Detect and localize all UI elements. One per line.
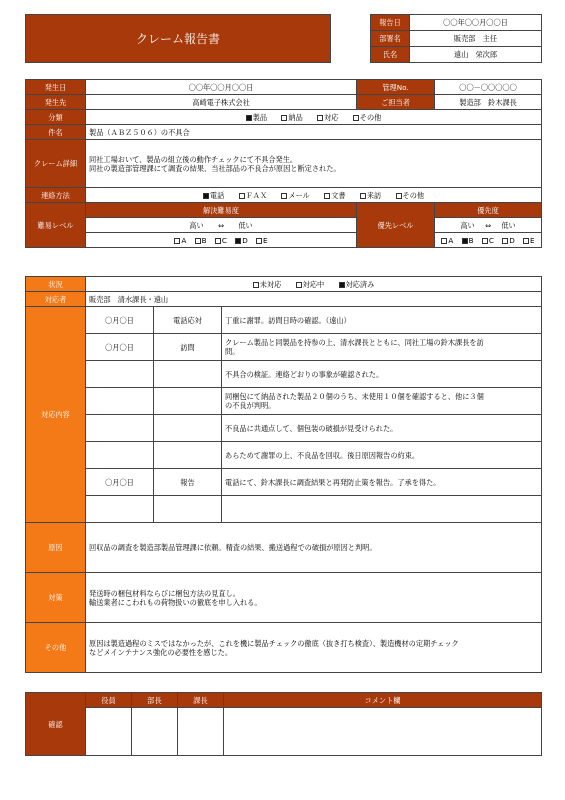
- row-type[interactable]: 訪問: [154, 334, 222, 361]
- detail-label: クレーム詳細: [26, 140, 86, 188]
- checkbox-label: その他: [402, 190, 425, 200]
- row-text-line: あらためて謝罪の上、不良品を回収。後日原因報告の約束。: [225, 450, 420, 460]
- row-type[interactable]: 電話応対: [154, 307, 222, 334]
- checkbox-label: 未対応: [259, 279, 282, 289]
- report-date-field[interactable]: 〇〇年〇〇月〇〇日: [410, 15, 542, 31]
- solve-difficulty-label: 解決難易度: [86, 203, 357, 218]
- checkbox-checked-icon: [462, 238, 468, 244]
- checkbox-label: メール: [288, 190, 310, 200]
- title-text: クレーム報告書: [135, 32, 220, 46]
- row-date[interactable]: 〇月〇日: [86, 469, 154, 496]
- other-field[interactable]: [86, 623, 542, 673]
- report-date-label: 報告日: [371, 15, 410, 31]
- priority-level-label: 優先レベル: [357, 203, 435, 248]
- category-delivery-checkbox[interactable]: [281, 113, 302, 122]
- solve-c-checkbox[interactable]: [215, 236, 227, 245]
- checkbox-label: ＦＡＸ: [245, 190, 268, 200]
- checkbox-empty-icon: [253, 282, 259, 288]
- method-checkboxes: [86, 188, 542, 203]
- row-type[interactable]: 報告: [154, 469, 222, 496]
- priority-e-checkbox[interactable]: [523, 236, 535, 245]
- dept-field[interactable]: 販売部 主任: [410, 31, 542, 47]
- cause-label: 原因: [26, 523, 86, 573]
- row-date[interactable]: [86, 361, 154, 388]
- priority-scale: [435, 218, 542, 233]
- source-field[interactable]: 高崎電子株式会社: [86, 95, 357, 110]
- checkbox-empty-icon: [296, 282, 302, 288]
- checkbox-label: 電話: [209, 190, 225, 200]
- occurred-label: 発生日: [26, 80, 86, 95]
- subject-label: 件名: [26, 125, 86, 140]
- measure-line: 輸送業者にこわれもの荷物扱いの徹底を申し入れる。: [89, 597, 262, 607]
- category-checkboxes: [86, 110, 542, 125]
- method-mail-checkbox[interactable]: [281, 191, 309, 200]
- checkbox-label: B: [468, 235, 474, 245]
- priority-a-checkbox[interactable]: [441, 236, 453, 245]
- checkbox-checked-icon: [339, 282, 345, 288]
- other-line: などメインテナンス強化の必要性を感じた。: [89, 647, 233, 657]
- checkbox-label: 対応済み: [345, 279, 375, 289]
- checkbox-label: 文書: [331, 190, 346, 200]
- checkbox-label: 来訪: [366, 190, 382, 200]
- checkbox-label: C: [221, 235, 227, 245]
- row-text-line: 同梱包にて納品された製品２０個のうち、未使用１０個を確認すると、他に３個: [225, 392, 484, 401]
- status-checkboxes: [86, 277, 542, 292]
- method-fax-checkbox[interactable]: [239, 191, 268, 200]
- comment-label: コメント欄: [224, 693, 542, 708]
- row-type[interactable]: [154, 415, 222, 442]
- mgmt-no-field[interactable]: 〇〇－〇〇〇〇〇: [435, 80, 542, 95]
- detail-line: 同社の製造部管理課にて調査の結果、当社部品の不良合が原因と断定された。: [89, 163, 341, 173]
- scale-high-text: 高い: [189, 220, 204, 230]
- checkbox-label: D: [242, 235, 248, 245]
- checkbox-label: 納品: [288, 112, 303, 122]
- contact-field[interactable]: 製造部 鈴木課長: [435, 95, 542, 110]
- scale-low-text: 低い: [501, 220, 516, 230]
- solve-scale: [86, 218, 357, 233]
- section-chief-label: 課長: [178, 693, 224, 708]
- status-done-checkbox[interactable]: [339, 280, 375, 289]
- checkbox-empty-icon: [396, 193, 402, 199]
- row-date[interactable]: [86, 496, 154, 523]
- scale-arrow-icon: ⇔: [485, 220, 492, 230]
- row-date[interactable]: [86, 415, 154, 442]
- solve-b-checkbox[interactable]: [195, 236, 207, 245]
- row-text-line: 電話にて、鈴木課長に調査結果と再発防止策を報告。了承を得た。: [225, 477, 441, 487]
- solve-d-checkbox[interactable]: [235, 236, 248, 245]
- checkbox-label: D: [509, 235, 515, 245]
- row-type[interactable]: [154, 361, 222, 388]
- checkbox-empty-icon: [523, 238, 529, 244]
- checkbox-empty-icon: [281, 193, 287, 199]
- content-label: 対応内容: [26, 307, 86, 523]
- handler-label: 対応者: [26, 292, 86, 307]
- name-field[interactable]: 遠山 栄次郎: [410, 47, 542, 63]
- priority-level-checkboxes: [435, 233, 542, 248]
- row-text[interactable]: [222, 307, 542, 334]
- category-other-checkbox[interactable]: [353, 113, 382, 122]
- other-line: 原因は製造過程のミスではなかったが、これを機に製品チェックの徹底（抜き打ち検査）、製造機材の定期チェック: [89, 638, 459, 648]
- detail-field[interactable]: [86, 140, 542, 188]
- method-visit-checkbox[interactable]: [360, 191, 381, 200]
- officer-label: 役員: [86, 693, 132, 708]
- row-text-line: 不具合の検証。連絡どおりの事象が確認された。: [225, 369, 384, 379]
- page-title: [25, 14, 331, 63]
- row-text[interactable]: [222, 388, 542, 415]
- checkbox-empty-icon: [195, 238, 201, 244]
- comment-field[interactable]: [224, 708, 542, 756]
- priority-d-checkbox[interactable]: [502, 236, 515, 245]
- checkbox-empty-icon: [324, 193, 330, 199]
- row-text[interactable]: [222, 496, 542, 523]
- method-phone-checkbox[interactable]: [203, 191, 224, 200]
- checkbox-empty-icon: [353, 115, 359, 121]
- manager-label: 部長: [132, 693, 178, 708]
- contact-label: ご担当者: [357, 95, 435, 110]
- checkbox-empty-icon: [360, 193, 366, 199]
- checkbox-label: A: [181, 235, 187, 245]
- solve-a-checkbox[interactable]: [174, 236, 186, 245]
- source-label: 発生先: [26, 95, 86, 110]
- header-info-table: [370, 14, 542, 63]
- scale-low-text: 低い: [238, 220, 253, 230]
- checkbox-empty-icon: [482, 238, 488, 244]
- row-text[interactable]: [222, 334, 542, 361]
- checkbox-label: 対応: [324, 112, 339, 122]
- section-chief-stamp-box[interactable]: [178, 708, 224, 756]
- method-other-checkbox[interactable]: [396, 191, 425, 200]
- row-text-line: 問。: [225, 347, 240, 356]
- scale-high-text: 高い: [460, 220, 475, 230]
- checkbox-empty-icon: [239, 193, 245, 199]
- subject-field[interactable]: 製品（ＡＢＺ５０６）の不具合: [86, 125, 542, 140]
- checkbox-empty-icon: [502, 238, 508, 244]
- row-date[interactable]: 〇月〇日: [86, 334, 154, 361]
- occurred-field[interactable]: 〇〇年〇〇月〇〇日: [86, 80, 357, 95]
- checkbox-label: 製品: [252, 112, 268, 122]
- measure-field[interactable]: [86, 573, 542, 623]
- detail-line: 同社工場おいて、製品の組立後の動作チェックにて不具合発生。: [89, 154, 298, 164]
- measure-label: 対策: [26, 573, 86, 623]
- manager-stamp-box[interactable]: [132, 708, 178, 756]
- other-label: その他: [26, 623, 86, 673]
- handler-field[interactable]: 販売部 清水課長・遠山: [86, 292, 542, 307]
- checkbox-empty-icon: [281, 115, 287, 121]
- scale-arrow-icon: ⇔: [217, 220, 225, 230]
- priority-b-checkbox[interactable]: [462, 236, 474, 245]
- checkbox-label: B: [201, 235, 207, 245]
- checkbox-empty-icon: [174, 238, 180, 244]
- row-text[interactable]: [222, 415, 542, 442]
- cause-field[interactable]: 回収品の調査を製造部製品管理課に依頼。精査の結果、搬送過程での破損が原因と判明。: [86, 523, 542, 573]
- checkbox-label: E: [530, 235, 535, 245]
- row-text[interactable]: [222, 361, 542, 388]
- checkbox-empty-icon: [256, 238, 262, 244]
- checkbox-checked-icon: [203, 193, 209, 199]
- status-inprogress-checkbox[interactable]: [296, 280, 325, 289]
- checkbox-label: その他: [359, 112, 382, 122]
- status-label: 状況: [26, 277, 86, 292]
- checkbox-label: C: [488, 235, 494, 245]
- row-date[interactable]: [86, 388, 154, 415]
- priority-c-checkbox[interactable]: [482, 236, 494, 245]
- row-text-line: の不良が判明。: [225, 401, 276, 410]
- dept-label: 部署名: [371, 31, 410, 47]
- checkbox-empty-icon: [215, 238, 221, 244]
- checkbox-empty-icon: [441, 238, 447, 244]
- difficulty-level-label: 難易レベル: [26, 203, 86, 248]
- checkbox-label: 対応中: [302, 279, 325, 289]
- row-type[interactable]: [154, 496, 222, 523]
- category-label: 分類: [26, 110, 86, 125]
- response-table: [25, 276, 542, 673]
- officer-stamp-box[interactable]: [86, 708, 132, 756]
- row-date[interactable]: [86, 442, 154, 469]
- row-text-line: 不良品に共通点して、個包装の破損が見受けられた。: [225, 423, 398, 433]
- priority-label: 優先度: [435, 203, 542, 218]
- checkbox-checked-icon: [246, 115, 252, 121]
- checkbox-label: A: [448, 235, 454, 245]
- row-date[interactable]: 〇月〇日: [86, 307, 154, 334]
- method-label: 連絡方法: [26, 188, 86, 203]
- solve-e-checkbox[interactable]: [256, 236, 268, 245]
- mgmt-no-label: 管理No.: [357, 80, 435, 95]
- checkbox-checked-icon: [235, 238, 241, 244]
- confirm-table: [25, 692, 542, 756]
- confirm-label: 確認: [26, 693, 86, 756]
- measure-line: 発送時の梱包材料ならびに梱包方法の見直し。: [89, 588, 240, 598]
- category-product-checkbox[interactable]: [246, 113, 267, 122]
- row-text[interactable]: [222, 469, 542, 496]
- checkbox-label: E: [263, 235, 268, 245]
- row-text-line: クレーム製品と同製品を持参の上、清水課長とともに、同社工場の鈴木課長を訪: [225, 338, 484, 347]
- row-type[interactable]: [154, 442, 222, 469]
- row-text[interactable]: [222, 442, 542, 469]
- checkbox-empty-icon: [317, 115, 323, 121]
- status-unhandled-checkbox[interactable]: [253, 280, 282, 289]
- solve-level-checkboxes: [86, 233, 357, 248]
- method-document-checkbox[interactable]: [324, 191, 345, 200]
- row-text-line: 丁重に謝罪。訪問日時の確認。（遠山）: [225, 315, 351, 325]
- claim-info-table: [25, 79, 542, 248]
- name-label: 氏名: [371, 47, 410, 63]
- row-type[interactable]: [154, 388, 222, 415]
- category-response-checkbox[interactable]: [317, 113, 338, 122]
